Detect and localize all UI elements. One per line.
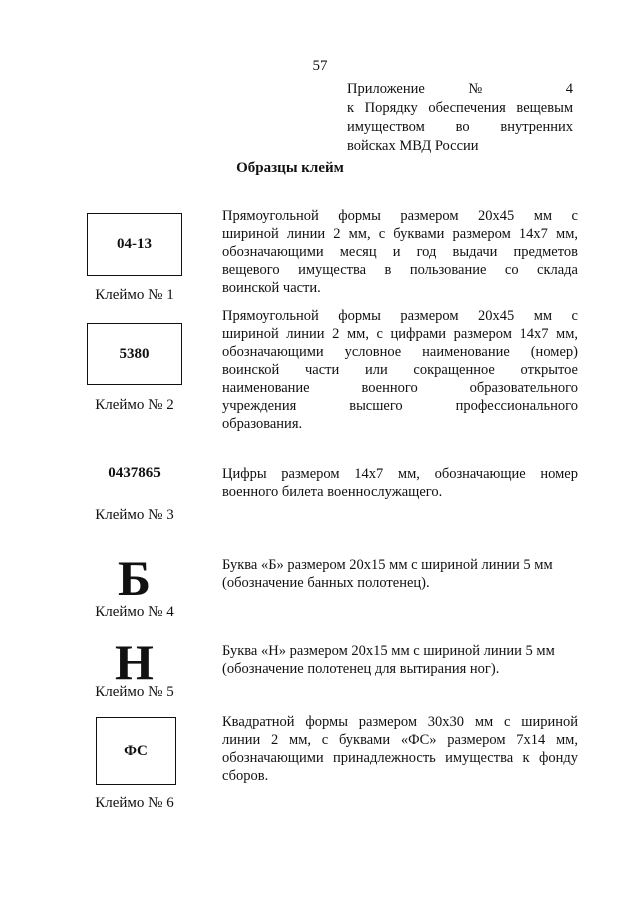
description-line: Прямоугольной формы размером 20х45 мм с xyxy=(222,208,578,224)
stamp-3-mark: 0437865 xyxy=(108,465,161,481)
stamp-4-description xyxy=(222,556,578,592)
description-line: (обозначение полотенец для вытирания ног). xyxy=(222,661,500,677)
stamp-6-description xyxy=(222,713,578,785)
stamp-2-box xyxy=(87,323,182,385)
description-line: образования. xyxy=(222,416,303,432)
description-line: Прямоугольной формы размером 20х45 мм с xyxy=(222,308,578,324)
description-line: наименование военного образовательного xyxy=(222,380,578,396)
stamp-1-mark: 04-13 xyxy=(117,236,152,252)
description-line: Квадратной формы размером 30х30 мм с шириной xyxy=(222,714,578,730)
stamp-1-box xyxy=(87,213,182,276)
appendix-line: к Порядку обеспечения вещевым xyxy=(347,100,573,116)
stamp-6-caption: Клеймо № 6 xyxy=(95,795,174,811)
stamp-1-description xyxy=(222,207,578,297)
page-title: Образцы клейм xyxy=(236,160,344,176)
stamp-2-caption: Клеймо № 2 xyxy=(95,397,174,413)
description-line: обозначающими месяц и год выдачи предметов xyxy=(222,244,578,260)
description-line: сборов. xyxy=(222,768,269,784)
stamp-6-mark: ФС xyxy=(124,742,148,759)
stamp-3-caption: Клеймо № 3 xyxy=(95,507,174,523)
description-line: учреждения высшего профессионального xyxy=(222,398,578,414)
description-line: линии 2 мм, с буквами «ФС» размером 7х14 мм, xyxy=(222,732,578,748)
stamp-4-caption: Клеймо № 4 xyxy=(95,604,174,620)
page-number: 57 xyxy=(312,58,328,74)
appendix-line: войсках МВД России xyxy=(347,138,479,154)
description-line: Буква «Н» размером 20х15 мм с шириной линии 5 мм xyxy=(222,643,555,659)
stamp-3-description xyxy=(222,465,578,501)
stamp-2-mark: 5380 xyxy=(119,345,150,362)
stamp-2-description xyxy=(222,307,578,433)
appendix-line: имуществом во внутренних xyxy=(347,119,573,135)
stamp-5-mark: Н xyxy=(115,634,154,690)
description-line: вещевого имущества в пользование со склада xyxy=(222,262,578,278)
stamp-6-box xyxy=(96,717,176,785)
description-line: (обозначение банных полотенец). xyxy=(222,575,430,591)
description-line: воинской части. xyxy=(222,280,321,296)
stamp-1-caption: Клеймо № 1 xyxy=(95,287,174,303)
description-line: обозначающими принадлежность имущества к фонду xyxy=(222,750,578,766)
description-line: военного билета военнослужащего. xyxy=(222,484,443,500)
stamp-5-caption: Клеймо № 5 xyxy=(95,684,174,700)
stamp-4-mark: Б xyxy=(117,550,152,606)
description-line: Цифры размером 14х7 мм, обозначающие номер xyxy=(222,466,578,482)
stamp-5-description xyxy=(222,642,578,678)
description-line: обозначающими условное наименование (номер) xyxy=(222,344,578,360)
description-line: Буква «Б» размером 20х15 мм с шириной линии 5 мм xyxy=(222,557,553,573)
description-line: воинской части или сокращенное открытое xyxy=(222,362,578,378)
appendix-header xyxy=(347,80,573,156)
description-line: шириной линии 2 мм, с цифрами размером 14х7 мм, xyxy=(222,326,578,342)
description-line: шириной линии 2 мм, с буквами размером 14х7 мм, xyxy=(222,226,578,242)
appendix-line: Приложение № 4 xyxy=(347,81,573,97)
